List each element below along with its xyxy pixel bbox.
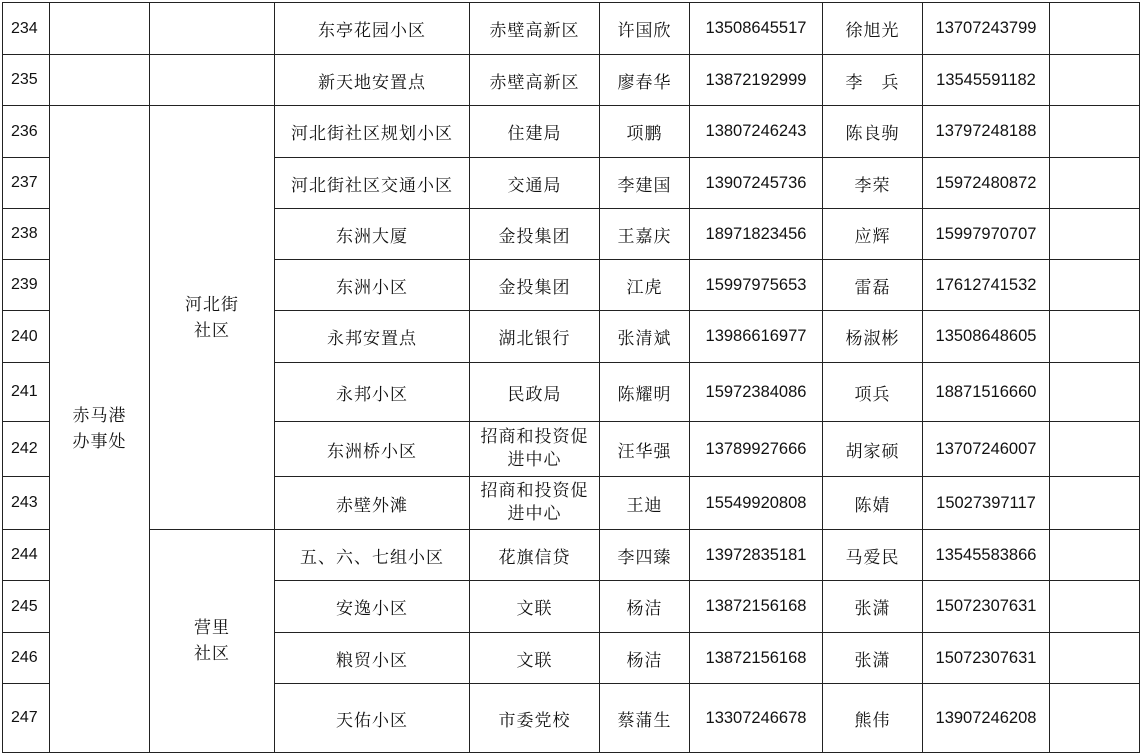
leader-phone: 13872156168 — [690, 633, 823, 684]
table-row — [3, 3, 1140, 55]
leader-phone: 13972835181 — [690, 530, 823, 581]
place-name: 东亭花园小区 — [275, 3, 470, 55]
leader-name: 汪华强 — [600, 422, 690, 477]
place-name: 永邦安置点 — [275, 311, 470, 363]
responsible-unit: 湖北银行 — [470, 311, 600, 363]
leader-phone: 13986616977 — [690, 311, 823, 363]
contact-name: 马爱民 — [823, 530, 923, 581]
contact-phone: 18871516660 — [923, 363, 1050, 422]
contact-phone: 13907246208 — [923, 684, 1050, 753]
leader-name: 李四臻 — [600, 530, 690, 581]
leader-name: 王嘉庆 — [600, 209, 690, 260]
contact-name: 陈良驹 — [823, 106, 923, 158]
contact-phone: 13797248188 — [923, 106, 1050, 158]
leader-phone: 13872156168 — [690, 581, 823, 633]
row-number: 242 — [3, 422, 50, 477]
office-name — [50, 106, 150, 753]
place-name: 东洲大厦 — [275, 209, 470, 260]
place-name: 河北街社区交通小区 — [275, 158, 470, 209]
contact-name: 徐旭光 — [823, 3, 923, 55]
responsible-unit: 市委党校 — [470, 684, 600, 753]
row-number: 245 — [3, 581, 50, 633]
contact-phone: 13707243799 — [923, 3, 1050, 55]
leader-name: 杨洁 — [600, 633, 690, 684]
leader-name: 江虎 — [600, 260, 690, 311]
leader-phone: 18971823456 — [690, 209, 823, 260]
remarks-cell — [1050, 55, 1140, 106]
place-name: 东洲桥小区 — [275, 422, 470, 477]
responsible-unit: 花旗信贷 — [470, 530, 600, 581]
contact-phone: 13508648605 — [923, 311, 1050, 363]
leader-phone: 13789927666 — [690, 422, 823, 477]
community-name-text: 营里社区 — [194, 618, 230, 664]
leader-name: 王迪 — [600, 477, 690, 530]
contact-phone: 17612741532 — [923, 260, 1050, 311]
contact-table — [2, 2, 1140, 753]
row-number: 234 — [3, 3, 50, 55]
remarks-cell — [1050, 422, 1140, 477]
contact-name: 张潇 — [823, 581, 923, 633]
row-number: 240 — [3, 311, 50, 363]
row-number: 236 — [3, 106, 50, 158]
leader-name: 项鹏 — [600, 106, 690, 158]
remarks-cell — [1050, 158, 1140, 209]
remarks-cell — [1050, 477, 1140, 530]
contact-name: 陈婧 — [823, 477, 923, 530]
community-cell-empty — [150, 3, 275, 55]
responsible-unit: 交通局 — [470, 158, 600, 209]
remarks-cell — [1050, 363, 1140, 422]
leader-phone: 13907245736 — [690, 158, 823, 209]
row-number: 237 — [3, 158, 50, 209]
contact-phone: 15027397117 — [923, 477, 1050, 530]
place-name: 粮贸小区 — [275, 633, 470, 684]
leader-phone: 15549920808 — [690, 477, 823, 530]
remarks-cell — [1050, 530, 1140, 581]
responsible-unit: 文联 — [470, 633, 600, 684]
responsible-unit: 赤壁高新区 — [470, 55, 600, 106]
contact-name: 李荣 — [823, 158, 923, 209]
community-name-text: 河北街社区 — [185, 294, 239, 341]
contact-name: 项兵 — [823, 363, 923, 422]
contact-phone: 15072307631 — [923, 581, 1050, 633]
place-name: 河北街社区规划小区 — [275, 106, 470, 158]
contact-phone: 15972480872 — [923, 158, 1050, 209]
table-row — [3, 106, 1140, 158]
community-cell-empty — [150, 55, 275, 106]
contact-name: 张潇 — [823, 633, 923, 684]
remarks-cell — [1050, 260, 1140, 311]
leader-name: 许国欣 — [600, 3, 690, 55]
contact-phone: 15997970707 — [923, 209, 1050, 260]
remarks-cell — [1050, 106, 1140, 158]
remarks-cell — [1050, 311, 1140, 363]
leader-phone: 13872192999 — [690, 55, 823, 106]
leader-name: 李建国 — [600, 158, 690, 209]
row-number: 239 — [3, 260, 50, 311]
remarks-cell — [1050, 633, 1140, 684]
leader-name: 蔡蒲生 — [600, 684, 690, 753]
remarks-cell — [1050, 209, 1140, 260]
leader-name: 张清斌 — [600, 311, 690, 363]
office-cell-empty — [50, 3, 150, 55]
remarks-cell — [1050, 3, 1140, 55]
place-name: 天佑小区 — [275, 684, 470, 753]
place-name: 赤壁外滩 — [275, 477, 470, 530]
responsible-unit — [470, 477, 600, 530]
responsible-unit: 金投集团 — [470, 209, 600, 260]
contact-name: 李 兵 — [823, 55, 923, 106]
responsible-unit — [470, 422, 600, 477]
contact-phone: 13545583866 — [923, 530, 1050, 581]
table-row — [3, 530, 1140, 581]
office-name-text: 赤马港办事处 — [72, 406, 127, 452]
remarks-cell — [1050, 581, 1140, 633]
leader-name: 廖春华 — [600, 55, 690, 106]
contact-name: 雷磊 — [823, 260, 923, 311]
row-number: 235 — [3, 55, 50, 106]
community-name — [150, 106, 275, 530]
place-name: 东洲小区 — [275, 260, 470, 311]
place-name: 五、六、七组小区 — [275, 530, 470, 581]
row-number: 238 — [3, 209, 50, 260]
contact-phone: 13707246007 — [923, 422, 1050, 477]
responsible-unit: 住建局 — [470, 106, 600, 158]
leader-phone: 15997975653 — [690, 260, 823, 311]
row-number: 244 — [3, 530, 50, 581]
row-number: 246 — [3, 633, 50, 684]
leader-phone: 13807246243 — [690, 106, 823, 158]
contact-name: 应辉 — [823, 209, 923, 260]
responsible-unit-text: 招商和投资促进中心 — [480, 427, 589, 470]
contact-phone: 13545591182 — [923, 55, 1050, 106]
community-name — [150, 530, 275, 753]
contact-name: 胡家硕 — [823, 422, 923, 477]
remarks-cell — [1050, 684, 1140, 753]
responsible-unit-text: 招商和投资促进中心 — [480, 481, 589, 524]
row-number: 243 — [3, 477, 50, 530]
leader-name: 陈耀明 — [600, 363, 690, 422]
contact-name: 杨淑彬 — [823, 311, 923, 363]
place-name: 新天地安置点 — [275, 55, 470, 106]
leader-phone: 13508645517 — [690, 3, 823, 55]
contact-name: 熊伟 — [823, 684, 923, 753]
leader-name: 杨洁 — [600, 581, 690, 633]
contact-phone: 15072307631 — [923, 633, 1050, 684]
place-name: 永邦小区 — [275, 363, 470, 422]
leader-phone: 13307246678 — [690, 684, 823, 753]
office-cell-empty — [50, 55, 150, 106]
row-number: 241 — [3, 363, 50, 422]
table-row — [3, 55, 1140, 106]
responsible-unit: 文联 — [470, 581, 600, 633]
row-number: 247 — [3, 684, 50, 753]
responsible-unit: 金投集团 — [470, 260, 600, 311]
leader-phone: 15972384086 — [690, 363, 823, 422]
responsible-unit: 赤壁高新区 — [470, 3, 600, 55]
place-name: 安逸小区 — [275, 581, 470, 633]
responsible-unit: 民政局 — [470, 363, 600, 422]
